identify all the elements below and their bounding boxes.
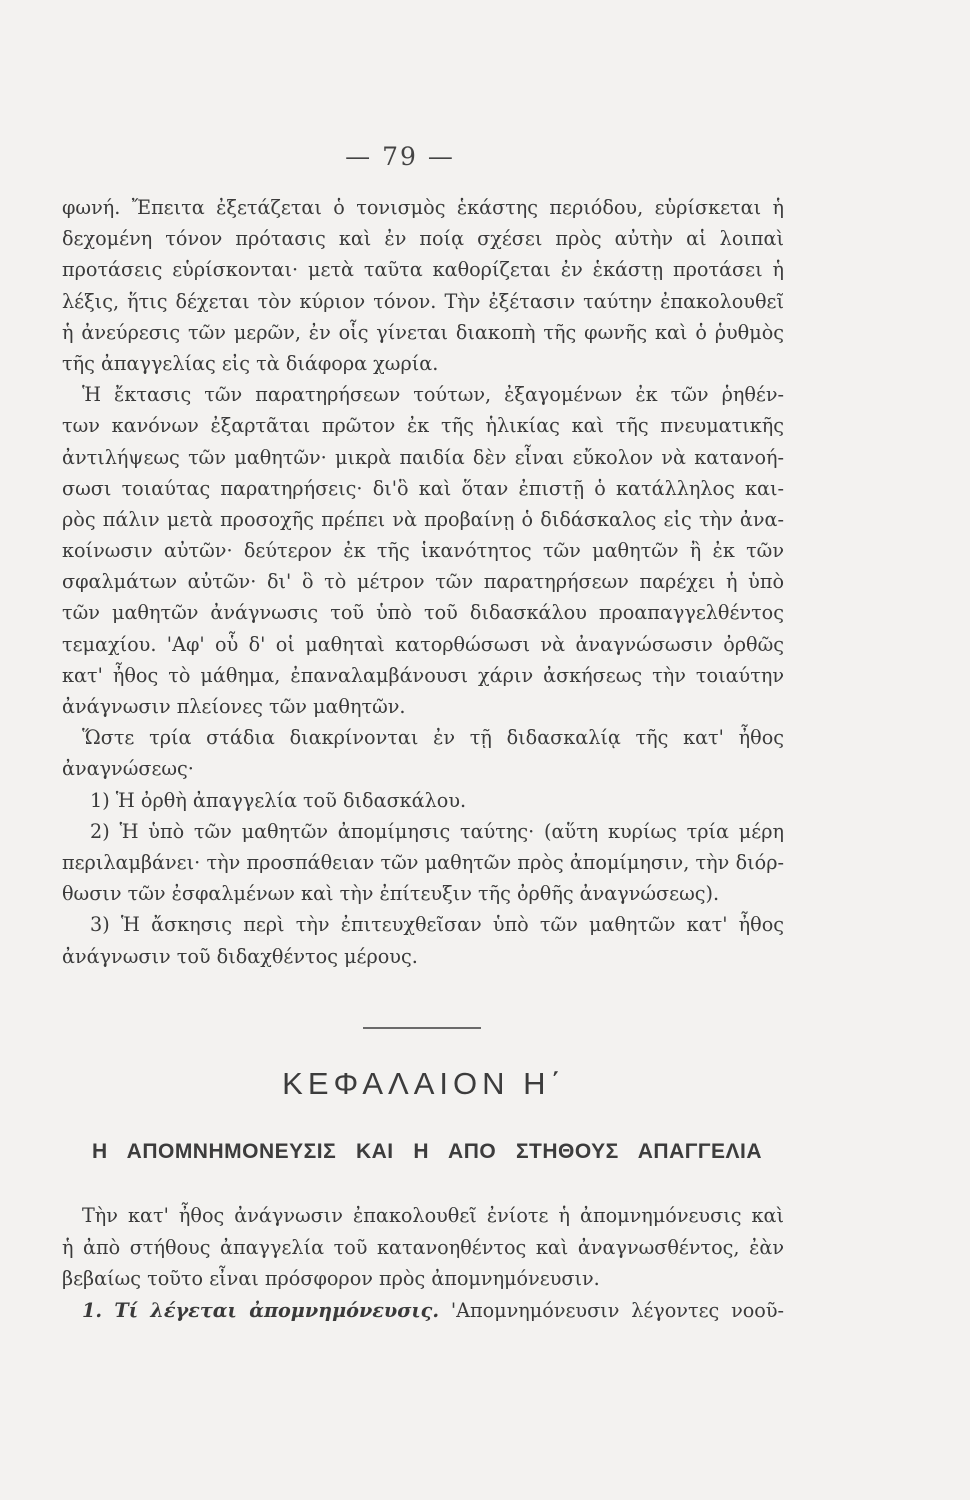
text-line: τεμαχίου. 'Αφ' οὗ δ' οἱ μαθηταὶ κατορθώσωσι νὰ ἀναγνώσωσιν ὀρθῶς [62,632,784,656]
text-line: περιλαμβάνει· τὴν προσπάθειαν τῶν μαθητῶν πρὸς ἀπομίμησιν, τὴν διόρ- [62,850,784,874]
section-text [62,1200,784,1326]
text-line: των κανόνων ἐξαρτᾶται πρῶτον ἐκ τῆς ἡλικίας καὶ τῆς πνευματικῆς [62,414,784,438]
text-line: θωσιν τῶν ἐσφαλμένων καὶ τὴν ἐπίτευξιν τῆς ὀρθῆς ἀναγνώσεως). [62,882,720,906]
paragraph-heading: 1. Τί λέγεται ἀπομνημόνευσις. [82,1298,440,1322]
text-line: σωσι τοιαύτας παρατηρήσεις· δι'ὃ καὶ ὅταν ἐπιστῇ ὁ κατάλληλος και- [62,476,784,500]
paragraph-text: 'Απομνημόνευσιν λέγοντες νοοῦ- [450,1298,784,1322]
text-line: φωνή. Ἔπειτα ἐξετάζεται ὁ τονισμὸς ἑκάστης περιόδου, εὑρίσκεται ἡ [62,196,784,219]
text-line: κοίνωσιν αὐτῶν· δεύτερον ἐκ τῆς ἱκανότητος τῶν μαθητῶν ἢ ἐκ τῶν [62,539,784,563]
text-line: ἡ ἀπὸ στήθους ἀπαγγελία τοῦ κατανοηθέντος καὶ ἀναγνωσθέντος, ἐὰν [62,1235,784,1259]
text-line: κατ' ἦθος τὸ μάθημα, ἐπαναλαμβάνουσι χάριν ἀσκήσεως τὴν τοιαύτην [62,663,784,687]
text-line: σφαλμάτων αὐτῶν· δι' ὃ τὸ μέτρον τῶν παρατηρήσεων παρέχει ἡ ὑπὸ [62,570,784,594]
text-line: ρὸς πάλιν μετὰ προσοχῆς πρέπει νὰ προβαίνῃ ὁ διδάσκαλος εἰς τὴν ἀνα- [62,507,784,531]
text-line: λέξις, ἥτις δέχεται τὸν κύριον τόνον. Τὴν ἐξέτασιν ταύτην ἐπακολουθεῖ [62,289,784,313]
text-line: ἀντιλήψεως τῶν μαθητῶν· μικρὰ παιδία δὲν εἶναι εὔκολον νὰ κατανοή- [62,445,784,469]
text-line: Ἡ ἔκτασις τῶν παρατηρήσεων τούτων, ἐξαγομένων ἐκ τῶν ῥηθέν- [82,383,784,407]
chapter-subtitle: Η ΑΠΟΜΝΗΜΟΝΕΥΣΙΣ ΚΑΙ Η ΑΠΟ ΣΤΗΘΟΥΣ ΑΠΑΓΓΕΛΙΑ [92,1140,762,1163]
chapter-title: ΚΕΦΑΛΑΙΟΝ Η΄ [282,1066,566,1101]
page-number: — 79 — [345,142,455,171]
list-item: 1) Ἡ ὀρθὴ ἀπαγγελία τοῦ διδασκάλου. [90,788,467,812]
text-line: τῶν μαθητῶν ἀνάγνωσις τοῦ ὑπὸ τοῦ διδασκάλου προαπαγγελθέντος [62,601,784,625]
text-line: ἀναγνώσεως· [62,757,194,781]
section-divider [363,1027,481,1029]
numbered-paragraph [62,1295,784,1327]
text-line: δεχομένη τόνον πρότασις καὶ ἐν ποίᾳ σχέσει πρὸς αὐτὴν αἱ λοιπαὶ [62,227,784,251]
text-line: τῆς ἀπαγγελίας εἰς τὰ διάφορα χωρία. [62,351,439,375]
text-line: Τὴν κατ' ἦθος ἀνάγνωσιν ἐπακολουθεῖ ἐνίοτε ἡ ἀπομνημόνευσις καὶ [82,1204,784,1227]
list-item: 3) Ἡ ἄσκησις περὶ τὴν ἐπιτευχθεῖσαν ὑπὸ τῶν μαθητῶν κατ' ἦθος [90,913,784,937]
body-text [62,192,784,972]
list-item: 2) Ἡ ὑπὸ τῶν μαθητῶν ἀπομίμησις ταύτης· (αὕτη κυρίως τρία μέρη [90,819,784,843]
text-line: ἀνάγνωσιν πλείονες τῶν μαθητῶν. [62,695,406,718]
text-line: βεβαίως τοῦτο εἶναι πρόσφορον πρὸς ἀπομνημόνευσιν. [62,1267,600,1290]
text-line: ἡ ἀνεύρεσις τῶν μερῶν, ἐν οἷς γίνεται διακοπὴ τῆς φωνῆς καὶ ὁ ῥυθμὸς [62,320,784,344]
text-line: Ὥστε τρία στάδια διακρίνονται ἐν τῇ διδασκαλίᾳ τῆς κατ' ἦθος [82,726,784,750]
text-line: προτάσεις εὑρίσκονται· μετὰ ταῦτα καθορίζεται ἐν ἑκάστῃ προτάσει ἡ [62,258,784,282]
text-line: ἀνάγνωσιν τοῦ διδαχθέντος μέρους. [62,944,418,968]
